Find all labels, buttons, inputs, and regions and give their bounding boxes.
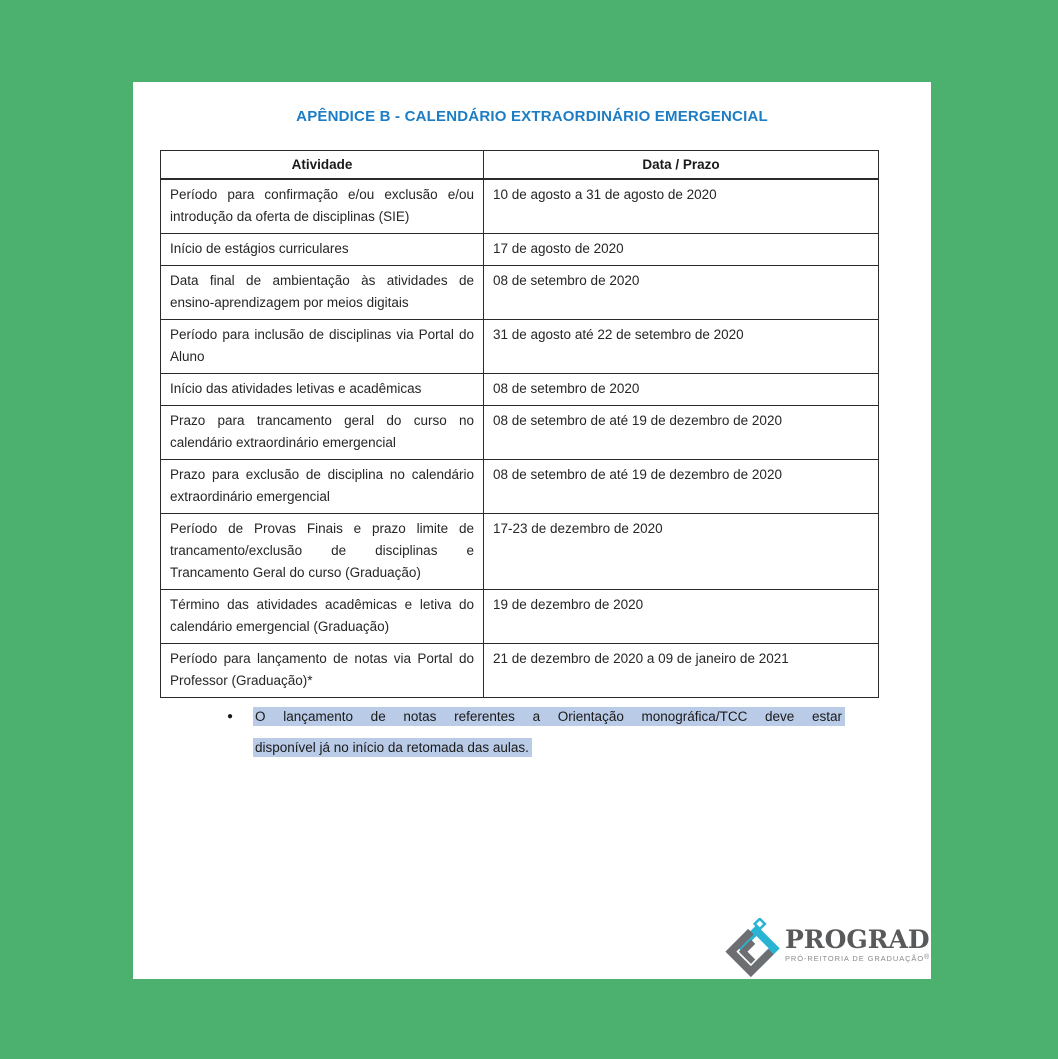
prograd-logo-icon — [722, 918, 782, 982]
cell-activity: Período de Provas Finais e prazo limite de trancamento/exclusão de disciplinas e Trancamento Geral do curso (Graduação) — [161, 514, 484, 590]
highlighted-text: O lançamento de notas referentes a Orientação monográfica/TCC deve estar — [253, 707, 845, 726]
cell-activity: Início das atividades letivas e acadêmicas — [161, 374, 484, 406]
cell-date: 21 de dezembro de 2020 a 09 de janeiro de 2021 — [484, 644, 879, 698]
table-row — [161, 406, 879, 460]
cell-activity: Período para confirmação e/ou exclusão e/ou introdução da oferta de disciplinas (SIE) — [161, 179, 484, 234]
table-row — [161, 644, 879, 698]
table-row — [161, 514, 879, 590]
document-page — [133, 82, 931, 979]
cell-date: 17-23 de dezembro de 2020 — [484, 514, 879, 590]
note-text — [253, 701, 845, 763]
cell-activity: Período para inclusão de disciplinas via Portal do Aluno — [161, 320, 484, 374]
note-line-1 — [253, 701, 845, 732]
cell-activity: Início de estágios curriculares — [161, 234, 484, 266]
document-content — [160, 150, 878, 763]
cell-date: 10 de agosto a 31 de agosto de 2020 — [484, 179, 879, 234]
table-row — [161, 234, 879, 266]
cell-activity: Término das atividades acadêmicas e letiva do calendário emergencial (Graduação) — [161, 590, 484, 644]
table-row — [161, 460, 879, 514]
logo-text — [785, 927, 930, 963]
cell-activity: Data final de ambientação às atividades de ensino-aprendizagem por meios digitais — [161, 266, 484, 320]
cell-date: 17 de agosto de 2020 — [484, 234, 879, 266]
page-title: APÊNDICE B - CALENDÁRIO EXTRAORDINÁRIO EMERGENCIAL — [296, 108, 768, 125]
logo-wordmark: PROGRAD — [785, 925, 930, 954]
cell-date: 31 de agosto até 22 de setembro de 2020 — [484, 320, 879, 374]
column-header-atividade: Atividade — [161, 151, 484, 180]
table-header-row — [161, 151, 879, 180]
cell-date: 08 de setembro de 2020 — [484, 266, 879, 320]
prograd-logo — [722, 918, 930, 982]
registered-mark-icon: ® — [924, 954, 930, 961]
cell-date: 08 de setembro de até 19 de dezembro de 2020 — [484, 406, 879, 460]
note-bullet-item — [160, 701, 878, 763]
cell-activity: Prazo para trancamento geral do curso no calendário extraordinário emergencial — [161, 406, 484, 460]
logo-subtitle — [785, 954, 930, 963]
cell-date: 19 de dezembro de 2020 — [484, 590, 879, 644]
column-header-data-prazo: Data / Prazo — [484, 151, 879, 180]
bullet-icon: ● — [227, 711, 234, 722]
highlighted-text: disponível já no início da retomada das aulas. — [253, 738, 532, 757]
table-row — [161, 266, 879, 320]
cell-date: 08 de setembro de até 19 de dezembro de 2020 — [484, 460, 879, 514]
note-line-2 — [253, 732, 845, 763]
cell-date: 08 de setembro de 2020 — [484, 374, 879, 406]
logo-subtitle-text: PRÓ-REITORIA DE GRADUAÇÃO — [785, 954, 925, 963]
table-row — [161, 590, 879, 644]
table-row — [161, 374, 879, 406]
cell-activity: Prazo para exclusão de disciplina no calendário extraordinário emergencial — [161, 460, 484, 514]
table-row — [161, 179, 879, 234]
table-row — [161, 320, 879, 374]
calendar-table — [160, 150, 879, 698]
cell-activity: Período para lançamento de notas via Portal do Professor (Graduação)* — [161, 644, 484, 698]
